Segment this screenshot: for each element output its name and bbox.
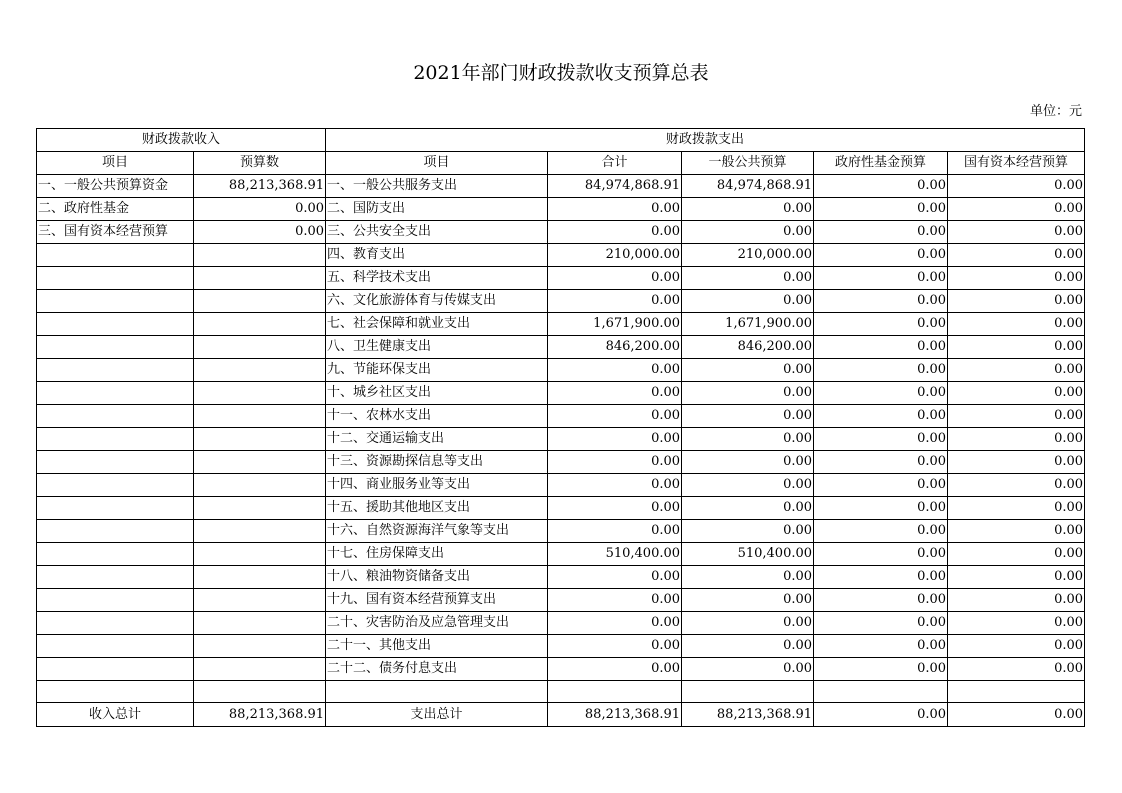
fund-budget-cell: 0.00 bbox=[814, 336, 948, 359]
general-budget-cell: 0.00 bbox=[682, 267, 814, 290]
fund-budget-cell: 0.00 bbox=[814, 658, 948, 681]
table-row bbox=[37, 451, 1085, 474]
general-budget-cell: 210,000.00 bbox=[682, 244, 814, 267]
fund-budget-cell: 0.00 bbox=[814, 589, 948, 612]
income-amount-cell bbox=[194, 267, 326, 290]
general-budget-cell: 510,400.00 bbox=[682, 543, 814, 566]
fund-budget-cell: 0.00 bbox=[814, 451, 948, 474]
fund-budget-cell: 0.00 bbox=[814, 520, 948, 543]
fund-budget-cell bbox=[814, 681, 948, 703]
income-amount-cell: 0.00 bbox=[194, 221, 326, 244]
table-row bbox=[37, 198, 1085, 221]
general-budget-cell: 0.00 bbox=[682, 497, 814, 520]
fund-budget-cell: 0.00 bbox=[814, 612, 948, 635]
income-item-cell bbox=[37, 290, 194, 313]
expense-total-amount: 88,213,368.91 bbox=[548, 703, 682, 727]
expense-item-cell: 三、公共安全支出 bbox=[326, 221, 548, 244]
state-budget-cell: 0.00 bbox=[948, 405, 1085, 428]
fund-budget-cell: 0.00 bbox=[814, 244, 948, 267]
fund-budget-cell: 0.00 bbox=[814, 359, 948, 382]
total-cell: 0.00 bbox=[548, 198, 682, 221]
income-total-amount: 88,213,368.91 bbox=[194, 703, 326, 727]
income-amount-cell bbox=[194, 336, 326, 359]
income-amount-cell bbox=[194, 474, 326, 497]
general-budget-cell: 84,974,868.91 bbox=[682, 175, 814, 198]
state-budget-cell: 0.00 bbox=[948, 658, 1085, 681]
income-budget-header: 预算数 bbox=[194, 152, 326, 175]
expense-item-cell: 八、卫生健康支出 bbox=[326, 336, 548, 359]
expense-item-cell: 十六、自然资源海洋气象等支出 bbox=[326, 520, 548, 543]
table-row bbox=[37, 681, 1085, 703]
state-budget-cell: 0.00 bbox=[948, 313, 1085, 336]
total-cell bbox=[548, 681, 682, 703]
state-budget-cell: 0.00 bbox=[948, 612, 1085, 635]
fund-budget-cell: 0.00 bbox=[814, 175, 948, 198]
total-cell: 0.00 bbox=[548, 221, 682, 244]
unit-label: 单位：元 bbox=[1029, 104, 1082, 119]
total-cell: 0.00 bbox=[548, 405, 682, 428]
expense-item-cell: 十三、资源勘探信息等支出 bbox=[326, 451, 548, 474]
general-budget-cell: 1,671,900.00 bbox=[682, 313, 814, 336]
income-amount-cell bbox=[194, 244, 326, 267]
total-cell: 210,000.00 bbox=[548, 244, 682, 267]
state-budget-cell: 0.00 bbox=[948, 635, 1085, 658]
state-budget-cell: 0.00 bbox=[948, 221, 1085, 244]
state-total-amount: 0.00 bbox=[948, 703, 1085, 727]
state-budget-cell: 0.00 bbox=[948, 474, 1085, 497]
general-budget-cell bbox=[682, 681, 814, 703]
expense-item-cell: 六、文化旅游体育与传媒支出 bbox=[326, 290, 548, 313]
expense-item-cell: 二十一、其他支出 bbox=[326, 635, 548, 658]
income-amount-cell bbox=[194, 520, 326, 543]
income-item-header: 项目 bbox=[37, 152, 194, 175]
total-cell: 0.00 bbox=[548, 474, 682, 497]
page-title: 2021年部门财政拨款收支预算总表 bbox=[413, 62, 709, 84]
table-row bbox=[37, 658, 1085, 681]
total-header: 合计 bbox=[548, 152, 682, 175]
income-amount-cell: 88,213,368.91 bbox=[194, 175, 326, 198]
table-row bbox=[37, 359, 1085, 382]
general-budget-cell: 0.00 bbox=[682, 428, 814, 451]
state-budget-cell: 0.00 bbox=[948, 336, 1085, 359]
fund-budget-cell: 0.00 bbox=[814, 428, 948, 451]
totals-row bbox=[37, 703, 1085, 727]
total-cell: 0.00 bbox=[548, 612, 682, 635]
fund-budget-cell: 0.00 bbox=[814, 497, 948, 520]
state-budget-cell: 0.00 bbox=[948, 451, 1085, 474]
income-item-cell bbox=[37, 267, 194, 290]
expense-item-cell: 二、国防支出 bbox=[326, 198, 548, 221]
income-amount-cell bbox=[194, 290, 326, 313]
total-cell: 0.00 bbox=[548, 382, 682, 405]
fund-budget-cell: 0.00 bbox=[814, 290, 948, 313]
income-item-cell: 一、一般公共预算资金 bbox=[37, 175, 194, 198]
income-amount-cell bbox=[194, 451, 326, 474]
table-row bbox=[37, 382, 1085, 405]
income-amount-cell bbox=[194, 589, 326, 612]
expense-item-cell: 十、城乡社区支出 bbox=[326, 382, 548, 405]
fund-budget-cell: 0.00 bbox=[814, 221, 948, 244]
state-budget-cell: 0.00 bbox=[948, 175, 1085, 198]
state-budget-cell: 0.00 bbox=[948, 267, 1085, 290]
state-budget-cell bbox=[948, 681, 1085, 703]
state-budget-cell: 0.00 bbox=[948, 359, 1085, 382]
fund-budget-cell: 0.00 bbox=[814, 267, 948, 290]
table-row bbox=[37, 612, 1085, 635]
table-row bbox=[37, 267, 1085, 290]
income-amount-cell bbox=[194, 635, 326, 658]
state-budget-cell: 0.00 bbox=[948, 589, 1085, 612]
total-cell: 0.00 bbox=[548, 520, 682, 543]
general-budget-cell: 0.00 bbox=[682, 405, 814, 428]
expense-item-cell: 二十二、债务付息支出 bbox=[326, 658, 548, 681]
expense-item-cell: 十五、援助其他地区支出 bbox=[326, 497, 548, 520]
income-item-cell bbox=[37, 520, 194, 543]
expense-item-cell: 十四、商业服务业等支出 bbox=[326, 474, 548, 497]
general-budget-cell: 0.00 bbox=[682, 198, 814, 221]
fund-budget-cell: 0.00 bbox=[814, 313, 948, 336]
income-amount-cell: 0.00 bbox=[194, 198, 326, 221]
expense-item-cell: 十二、交通运输支出 bbox=[326, 428, 548, 451]
total-cell: 0.00 bbox=[548, 290, 682, 313]
state-budget-cell: 0.00 bbox=[948, 566, 1085, 589]
income-item-cell bbox=[37, 451, 194, 474]
general-budget-cell: 846,200.00 bbox=[682, 336, 814, 359]
income-amount-cell bbox=[194, 359, 326, 382]
total-cell: 0.00 bbox=[548, 658, 682, 681]
income-total-label: 收入总计 bbox=[37, 703, 194, 727]
fund-budget-cell: 0.00 bbox=[814, 635, 948, 658]
income-item-cell bbox=[37, 313, 194, 336]
income-group-header: 财政拨款收入 bbox=[37, 129, 326, 152]
total-cell: 0.00 bbox=[548, 359, 682, 382]
general-budget-cell: 0.00 bbox=[682, 520, 814, 543]
general-budget-cell: 0.00 bbox=[682, 658, 814, 681]
expense-item-cell: 七、社会保障和就业支出 bbox=[326, 313, 548, 336]
total-cell: 0.00 bbox=[548, 635, 682, 658]
table-row bbox=[37, 589, 1085, 612]
total-cell: 510,400.00 bbox=[548, 543, 682, 566]
state-budget-cell: 0.00 bbox=[948, 290, 1085, 313]
general-budget-cell: 0.00 bbox=[682, 474, 814, 497]
expense-item-cell: 二十、灾害防治及应急管理支出 bbox=[326, 612, 548, 635]
table-row bbox=[37, 336, 1085, 359]
income-item-cell bbox=[37, 405, 194, 428]
general-budget-cell: 0.00 bbox=[682, 612, 814, 635]
fund-budget-cell: 0.00 bbox=[814, 382, 948, 405]
table-row bbox=[37, 635, 1085, 658]
total-cell: 0.00 bbox=[548, 267, 682, 290]
general-budget-cell: 0.00 bbox=[682, 221, 814, 244]
income-item-cell bbox=[37, 543, 194, 566]
total-cell: 84,974,868.91 bbox=[548, 175, 682, 198]
table-row bbox=[37, 221, 1085, 244]
expense-item-cell: 十一、农林水支出 bbox=[326, 405, 548, 428]
income-item-cell bbox=[37, 359, 194, 382]
general-budget-cell: 0.00 bbox=[682, 566, 814, 589]
expense-total-label: 支出总计 bbox=[326, 703, 548, 727]
fund-budget-cell: 0.00 bbox=[814, 566, 948, 589]
income-item-cell: 三、国有资本经营预算 bbox=[37, 221, 194, 244]
expense-item-cell: 四、教育支出 bbox=[326, 244, 548, 267]
table-row bbox=[37, 474, 1085, 497]
total-cell: 0.00 bbox=[548, 451, 682, 474]
total-cell: 0.00 bbox=[548, 497, 682, 520]
fund-budget-cell: 0.00 bbox=[814, 405, 948, 428]
income-item-cell bbox=[37, 635, 194, 658]
income-item-cell bbox=[37, 244, 194, 267]
expense-group-header: 财政拨款支出 bbox=[326, 129, 1085, 152]
table-row bbox=[37, 405, 1085, 428]
total-cell: 0.00 bbox=[548, 428, 682, 451]
expense-item-header: 项目 bbox=[326, 152, 548, 175]
income-amount-cell bbox=[194, 658, 326, 681]
fund-budget-cell: 0.00 bbox=[814, 543, 948, 566]
fund-budget-cell: 0.00 bbox=[814, 474, 948, 497]
table-row bbox=[37, 175, 1085, 198]
state-header: 国有资本经营预算 bbox=[948, 152, 1085, 175]
state-budget-cell: 0.00 bbox=[948, 428, 1085, 451]
total-cell: 0.00 bbox=[548, 589, 682, 612]
income-item-cell bbox=[37, 612, 194, 635]
income-item-cell bbox=[37, 497, 194, 520]
table-row bbox=[37, 520, 1085, 543]
income-amount-cell bbox=[194, 382, 326, 405]
table-row bbox=[37, 497, 1085, 520]
income-amount-cell bbox=[194, 566, 326, 589]
fund-header: 政府性基金预算 bbox=[814, 152, 948, 175]
income-amount-cell bbox=[194, 681, 326, 703]
general-header: 一般公共预算 bbox=[682, 152, 814, 175]
total-cell: 846,200.00 bbox=[548, 336, 682, 359]
income-item-cell bbox=[37, 474, 194, 497]
state-budget-cell: 0.00 bbox=[948, 520, 1085, 543]
state-budget-cell: 0.00 bbox=[948, 543, 1085, 566]
general-budget-cell: 0.00 bbox=[682, 635, 814, 658]
table-row bbox=[37, 290, 1085, 313]
table-row bbox=[37, 566, 1085, 589]
header-group-row bbox=[37, 129, 1085, 152]
income-item-cell bbox=[37, 589, 194, 612]
income-item-cell bbox=[37, 566, 194, 589]
income-item-cell: 二、政府性基金 bbox=[37, 198, 194, 221]
state-budget-cell: 0.00 bbox=[948, 497, 1085, 520]
state-budget-cell: 0.00 bbox=[948, 244, 1085, 267]
fund-budget-cell: 0.00 bbox=[814, 198, 948, 221]
total-cell: 0.00 bbox=[548, 566, 682, 589]
income-item-cell bbox=[37, 382, 194, 405]
table-row bbox=[37, 313, 1085, 336]
income-item-cell bbox=[37, 428, 194, 451]
general-budget-cell: 0.00 bbox=[682, 589, 814, 612]
general-budget-cell: 0.00 bbox=[682, 359, 814, 382]
state-budget-cell: 0.00 bbox=[948, 382, 1085, 405]
income-amount-cell bbox=[194, 313, 326, 336]
expense-item-cell: 十九、国有资本经营预算支出 bbox=[326, 589, 548, 612]
header-row bbox=[37, 152, 1085, 175]
income-amount-cell bbox=[194, 497, 326, 520]
table-row bbox=[37, 244, 1085, 267]
expense-item-cell: 十七、住房保障支出 bbox=[326, 543, 548, 566]
income-amount-cell bbox=[194, 405, 326, 428]
expense-item-cell: 十八、粮油物资储备支出 bbox=[326, 566, 548, 589]
income-amount-cell bbox=[194, 612, 326, 635]
general-budget-cell: 0.00 bbox=[682, 290, 814, 313]
table-row bbox=[37, 543, 1085, 566]
income-amount-cell bbox=[194, 543, 326, 566]
expense-item-cell bbox=[326, 681, 548, 703]
fund-total-amount: 0.00 bbox=[814, 703, 948, 727]
budget-table bbox=[36, 128, 1085, 727]
expense-item-cell: 五、科学技术支出 bbox=[326, 267, 548, 290]
general-budget-cell: 0.00 bbox=[682, 451, 814, 474]
expense-item-cell: 一、一般公共服务支出 bbox=[326, 175, 548, 198]
income-item-cell bbox=[37, 681, 194, 703]
general-total-amount: 88,213,368.91 bbox=[682, 703, 814, 727]
income-amount-cell bbox=[194, 428, 326, 451]
table-row bbox=[37, 428, 1085, 451]
state-budget-cell: 0.00 bbox=[948, 198, 1085, 221]
income-item-cell bbox=[37, 658, 194, 681]
general-budget-cell: 0.00 bbox=[682, 382, 814, 405]
expense-item-cell: 九、节能环保支出 bbox=[326, 359, 548, 382]
income-item-cell bbox=[37, 336, 194, 359]
total-cell: 1,671,900.00 bbox=[548, 313, 682, 336]
